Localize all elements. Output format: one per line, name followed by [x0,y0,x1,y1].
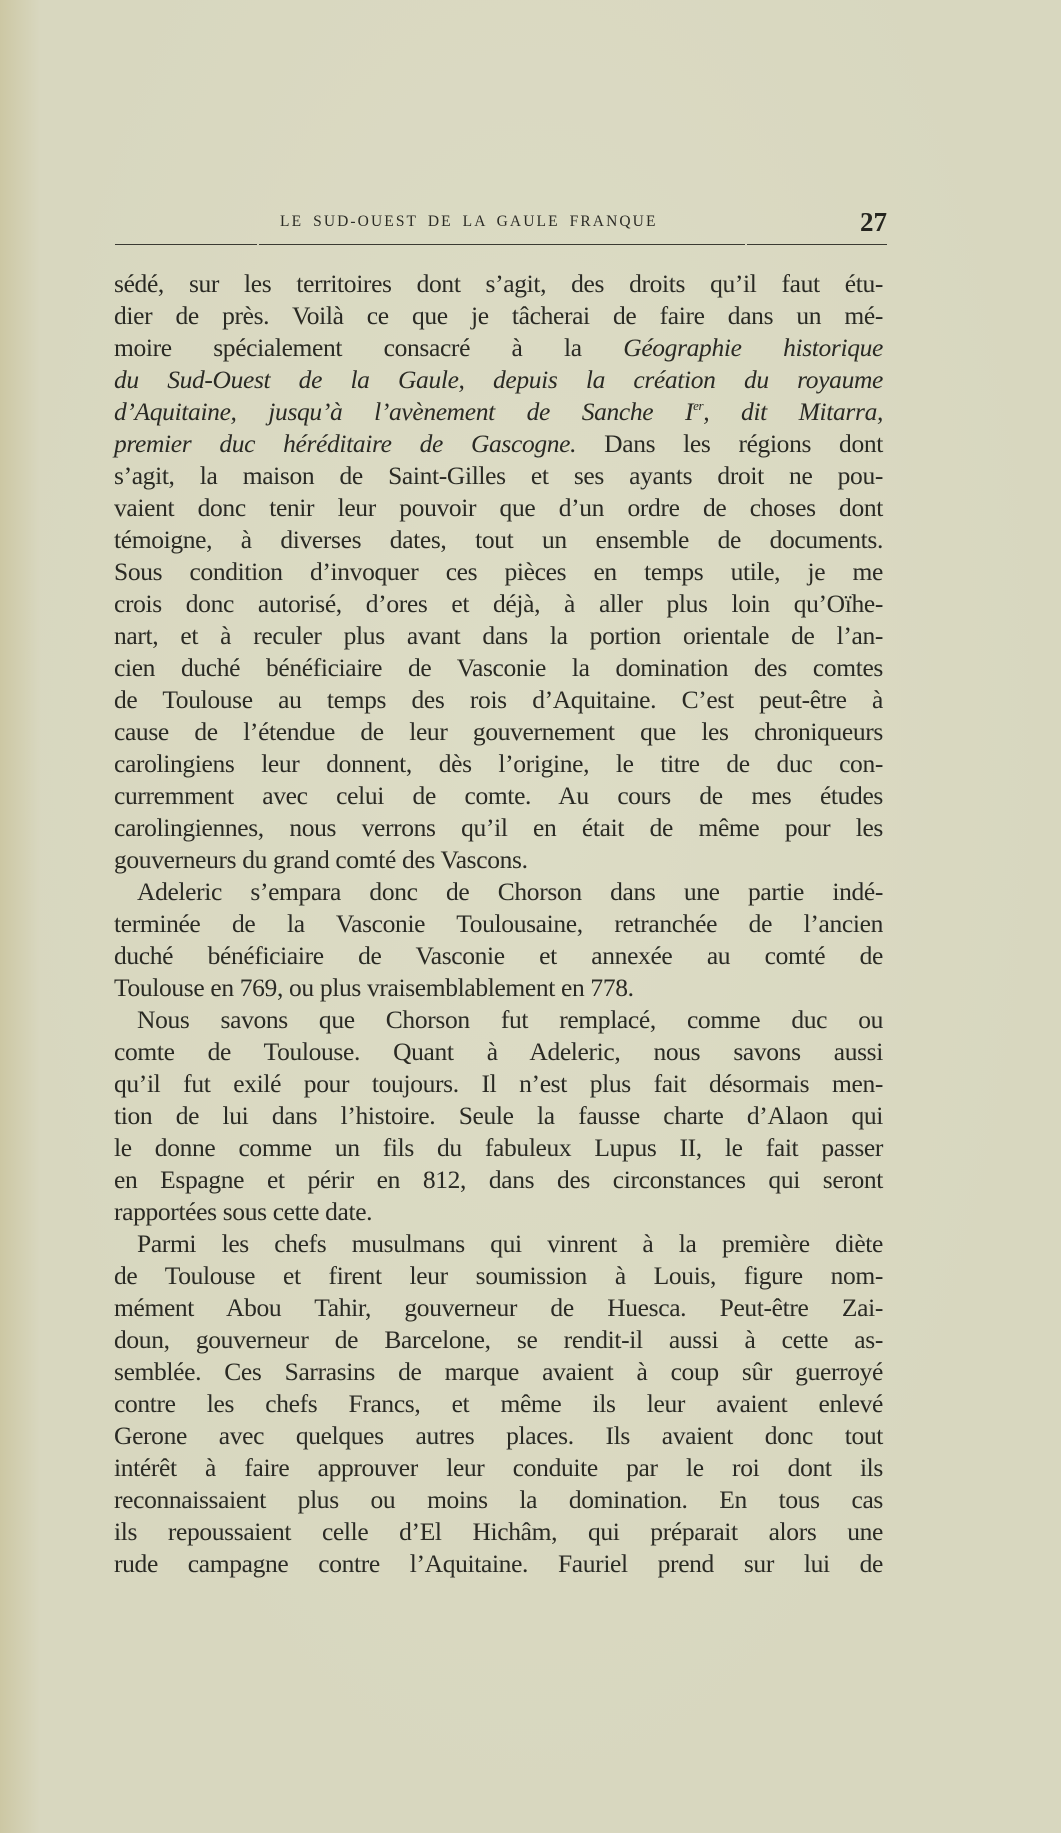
text-line: rude campagne contre l’Aquitaine. Fauriel prend sur lui de [114,1549,883,1578]
text-line: duché bénéficiaire de Vasconie et annexée au comté de [114,941,883,970]
italic-text: du Sud-Ouest de la Gaule, depuis la création du royaume [114,365,883,394]
text-line: Toulouse en 769, ou plus vraisemblablement en 778. [114,973,634,1002]
text-line: tion de lui dans l’histoire. Seule la fausse charte d’Alaon qui [114,1101,883,1130]
text-line: cien duché bénéficiaire de Vasconie la domination des comtes [114,653,883,682]
text-line: nart, et à reculer plus avant dans la portion orientale de l’an- [114,621,883,650]
text-line: Adeleric s’empara donc de Chorson dans une partie indé- [137,877,883,906]
text-line: qu’il fut exilé pour toujours. Il n’est plus fait désormais men- [114,1069,883,1098]
text-line: crois donc autorisé, d’ores et déjà, à aller plus loin qu’Oïhe- [114,589,883,618]
italic-text: premier duc héréditaire de Gascogne. [114,429,577,458]
paragraph [114,1004,883,1228]
text-line: intérêt à faire approuver leur conduite par le roi dont ils [114,1453,883,1482]
text-line: doun, gouverneur de Barcelone, se rendit-il aussi à cette as- [114,1325,883,1354]
text-line: contre les chefs Francs, et même ils leur avaient enlevé [114,1389,883,1418]
text-line: semblée. Ces Sarrasins de marque avaient à coup sûr guerroyé [114,1357,883,1386]
text-line: de Toulouse au temps des rois d’Aquitaine. C’est peut-être à [114,685,883,714]
text-line: ils repoussaient celle d’El Hichâm, qui préparait alors une [114,1517,883,1546]
italic-text: Géographie historique [623,333,883,362]
text-line: dier de près. Voilà ce que je tâcherai de faire dans un mé- [114,301,883,330]
italic-text: , dit Mitarra, [703,397,883,426]
paragraph [114,268,883,876]
text-line [114,396,883,428]
superscript: er [693,398,704,413]
text-line: Parmi les chefs musulmans qui vinrent à la première diète [137,1229,883,1258]
body-text [114,268,883,1580]
text-line [114,364,883,396]
text-line: en Espagne et périr en 812, dans des circonstances qui seront [114,1165,883,1194]
text-line: Sous condition d’invoquer ces pièces en temps utile, je me [114,557,883,586]
text-line: vaient donc tenir leur pouvoir que d’un ordre de choses dont [114,493,883,522]
header-rule [115,244,887,245]
paragraph [114,1228,883,1580]
text-line: reconnaissaient plus ou moins la domination. En tous cas [114,1485,883,1514]
text-line: moire spécialement consacré à la Géographie historique [114,333,883,362]
paragraph [114,876,883,1004]
text-line: sédé, sur les territoires dont s’agit, des droits qu’il faut étu- [114,269,883,298]
text-line: curremment avec celui de comte. Au cours de mes études [114,781,883,810]
text-line: de Toulouse et firent leur soumission à Louis, figure nom- [114,1261,883,1290]
running-title: LE SUD-OUEST DE LA GAULE FRANQUE [280,213,658,230]
text-line: rapportées sous cette date. [114,1197,373,1226]
text-line: Nous savons que Chorson fut remplacé, comme duc ou [137,1005,883,1034]
text-line: terminée de la Vasconie Toulousaine, retranchée de l’ancien [114,909,883,938]
text-line: témoigne, à diverses dates, tout un ensemble de documents. [114,525,883,554]
running-header [114,207,887,235]
text-line: gouverneurs du grand comté des Vascons. [114,845,528,874]
text-line: carolingiennes, nous verrons qu’il en était de même pour les [114,813,883,842]
text-line: le donne comme un fils du fabuleux Lupus II, le fait passer [114,1133,883,1162]
text-line: cause de l’étendue de leur gouvernement que les chroniqueurs [114,717,883,746]
text-line: premier duc héréditaire de Gascogne. Dans les régions dont [114,429,883,458]
text-line: Gerone avec quelques autres places. Ils avaient donc tout [114,1421,883,1450]
italic-text: d’Aquitaine, jusqu’à l’avènement de Sanche I [114,397,694,426]
text-line: s’agit, la maison de Saint-Gilles et ses ayants droit ne pou- [114,461,883,490]
text-line: comte de Toulouse. Quant à Adeleric, nous savons aussi [114,1037,883,1066]
page-number: 27 [860,207,887,237]
text-line: mément Abou Tahir, gouverneur de Huesca. Peut-être Zai- [114,1293,883,1322]
text-line: carolingiens leur donnent, dès l’origine, le titre de duc con- [114,749,883,778]
